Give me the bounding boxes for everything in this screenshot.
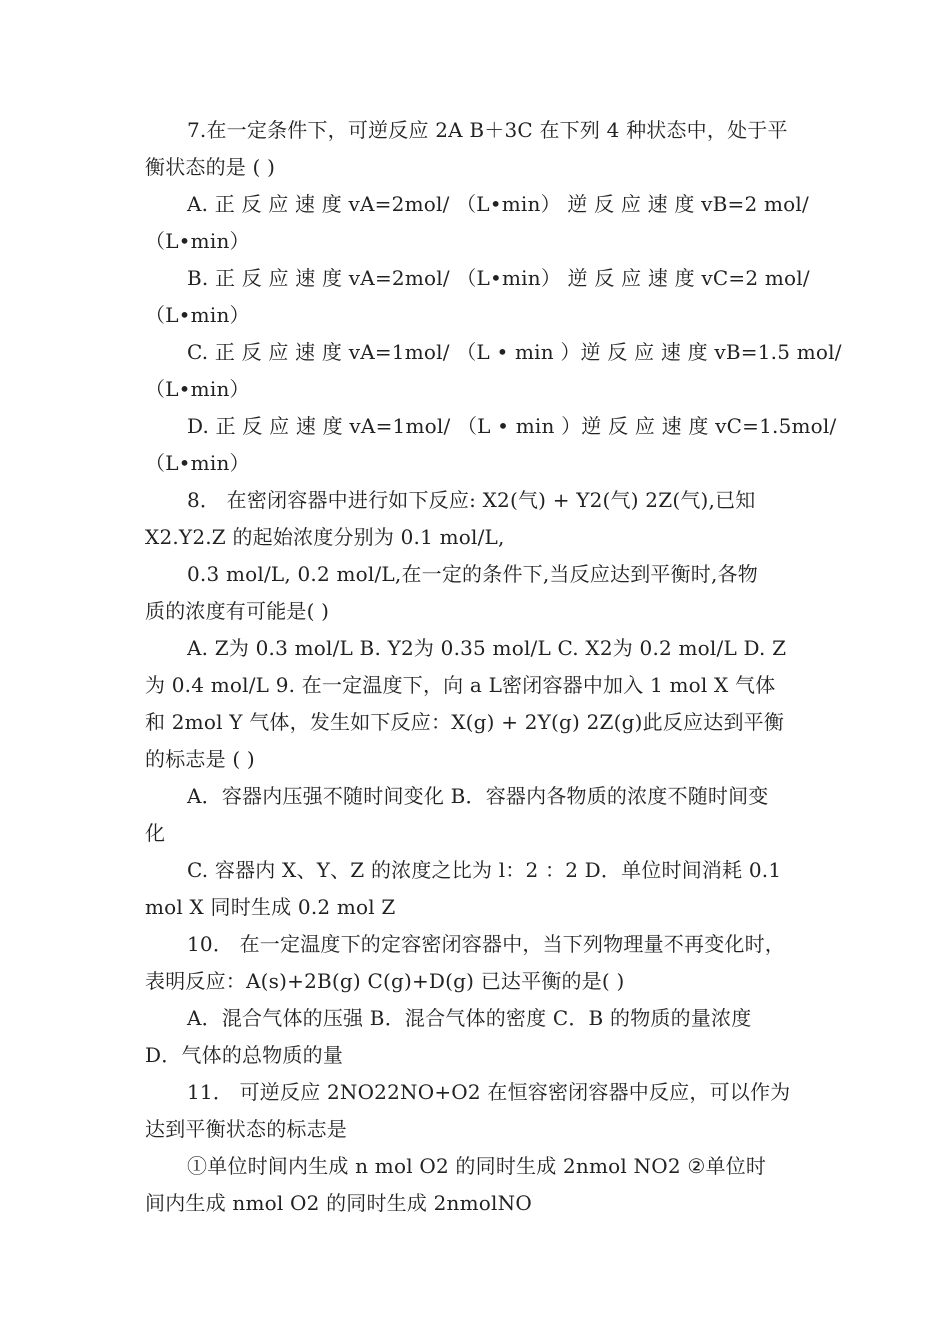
text-line: 8． 在密闭容器中进行如下反应: X2(气) + Y2(气) 2Z(气),已知 [187,488,756,512]
text-line: ①单位时间内生成 n mol O2 的同时生成 2nmol NO2 ②单位时 [187,1154,767,1178]
text-line: 7.在一定条件下，可逆反应 2A B＋3C 在下列 4 种状态中，处于平 [187,118,788,142]
text-line: 表明反应：A(s)+2B(g) C(g)+D(g) 已达平衡的是( ) [145,969,625,993]
text-line: 10． 在一定温度下的定容密闭容器中，当下列物理量不再变化时， [187,932,786,956]
text-line: B. 正 反 应 速 度 vA=2mol/ （L•min） 逆 反 应 速 度 vC=2 mol/ [187,266,810,290]
text-line: A．容器内压强不随时间变化 B．容器内各物质的浓度不随时间变 [187,784,769,808]
text-line: A. Z为 0.3 mol/L B. Y2为 0.35 mol/L C. X2为 0.2 mol/L D. Z [187,636,787,660]
text-line: （L•min） [145,229,250,253]
text-line: A．混合气体的压强 B．混合气体的密度 C．B 的物质的量浓度 [187,1006,752,1030]
text-line: 达到平衡状态的标志是 [145,1117,347,1141]
text-line: 质的浓度有可能是( ) [145,599,330,623]
text-line: D. 正 反 应 速 度 vA=1mol/ （L • min ）逆 反 应 速 度 vC=1.5mol/ [187,414,837,438]
text-line: C. 正 反 应 速 度 vA=1mol/ （L • min ）逆 反 应 速 度 vB=1.5 mol/ [187,340,842,364]
text-line: 为 0.4 mol/L 9. 在一定温度下，向 a L密闭容器中加入 1 mol X 气体 [145,673,776,697]
text-line: C. 容器内 X、Y、Z 的浓度之比为 l：2 ：2 D．单位时间消耗 0.1 [187,858,782,882]
text-line: （L•min） [145,303,250,327]
document-body [145,112,842,1222]
text-line: 和 2mol Y 气体，发生如下反应：X(g) + 2Y(g) 2Z(g)此反应达到平衡 [145,710,785,734]
text-line: mol X 同时生成 0.2 mol Z [145,895,396,919]
text-line: （L•min） [145,377,250,401]
text-line: 化 [145,821,166,845]
text-line: 11． 可逆反应 2NO22NO+O2 在恒容密闭容器中反应，可以作为 [187,1080,791,1104]
text-line: 的标志是 ( ) [145,747,255,771]
text-line: D．气体的总物质的量 [145,1043,344,1067]
text-line: A. 正 反 应 速 度 vA=2mol/ （L•min） 逆 反 应 速 度 vB=2 mol/ [187,192,809,216]
text-line: 衡状态的是 ( ) [145,155,276,179]
text-line: 间内生成 nmol O2 的同时生成 2nmolNO [145,1191,532,1215]
text-line: （L•min） [145,451,250,475]
text-line: X2.Y2.Z 的起始浓度分别为 0.1 mol/L, [145,525,505,549]
text-line: 0.3 mol/L, 0.2 mol/L,在一定的条件下,当反应达到平衡时,各物 [187,562,758,586]
